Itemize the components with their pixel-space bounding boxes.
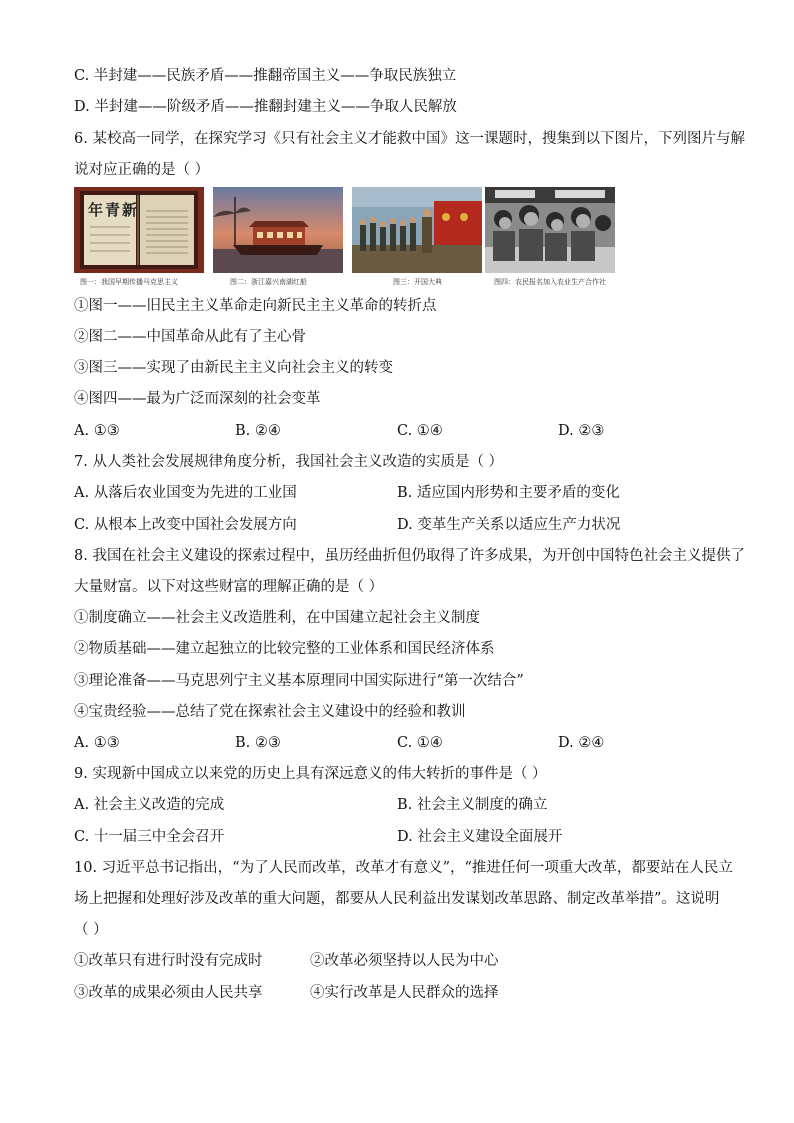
q7-option-c: C. 从根本上改变中国社会发展方向 <box>74 517 297 533</box>
q9-option-b: B. 社会主义制度的确立 <box>397 797 548 813</box>
q7-option-b: B. 适应国内形势和主要矛盾的变化 <box>397 485 620 501</box>
q8-stem-line2: 大量财富。以下对这些财富的理解正确的是（ ） <box>74 579 384 595</box>
q10-item-2: ②改革必须坚持以人民为中心 <box>310 953 499 969</box>
q9-option-a: A. 社会主义改造的完成 <box>74 797 225 813</box>
q10-stem-line3: （ ） <box>74 922 108 938</box>
figure-1-caption: 图一：我国早期传播马克思主义 <box>80 278 178 286</box>
q6-item-1: ①图一——旧民主主义革命走向新民主主义革命的转折点 <box>74 298 437 314</box>
q8-item-3: ③理论准备——马克思列宁主义基本原理同中国实际进行“第一次结合” <box>74 673 524 689</box>
q8-item-2: ②物质基础——建立起独立的比较完整的工业体系和国民经济体系 <box>74 641 495 657</box>
q9-option-d: D. 社会主义建设全面展开 <box>397 829 563 845</box>
figure-2-boat-image <box>213 187 343 273</box>
q6-item-4: ④图四——最为广泛而深刻的社会变革 <box>74 391 321 407</box>
q10-item-3: ③改革的成果必须由人民共享 <box>74 985 263 1001</box>
q8-option-a: A. ①③ <box>74 735 120 751</box>
q8-option-c: C. ①④ <box>397 735 443 751</box>
figure-3-ceremony-image <box>352 187 482 273</box>
q8-stem-line1: 8. 我国在社会主义建设的探索过程中，虽历经曲折但仍取得了许多成果，为开创中国特色社会主义提供了 <box>74 548 745 564</box>
q5-option-d: D. 半封建——阶级矛盾——推翻封建主义——争取人民解放 <box>74 99 457 115</box>
q10-item-1: ①改革只有进行时没有完成时 <box>74 953 263 969</box>
figure-4-caption: 图四：农民报名加入农业生产合作社 <box>494 278 606 286</box>
q10-stem-line1: 10. 习近平总书记指出，“为了人民而改革，改革才有意义”，“推进任何一项重大改革，都要站在人民立 <box>74 860 733 876</box>
q10-stem-line2: 场上把握和处理好涉及改革的重大问题，都要从人民利益出发谋划改革思路、制定改革举措”。这说明 <box>74 891 720 907</box>
q8-item-1: ①制度确立——社会主义改造胜利，在中国建立起社会主义制度 <box>74 610 480 626</box>
q6-option-b: B. ②④ <box>235 423 281 439</box>
figure-3-caption: 图三：开国大典 <box>393 278 442 286</box>
figure-1-book-title: 年青新 <box>88 201 140 219</box>
q7-option-a: A. 从落后农业国变为先进的工业国 <box>74 485 297 501</box>
q6-item-2: ②图二——中国革命从此有了主心骨 <box>74 329 306 345</box>
q7-option-d: D. 变革生产关系以适应生产力状况 <box>397 517 621 533</box>
q9-option-c: C. 十一届三中全会召开 <box>74 829 225 845</box>
q8-option-d: D. ②④ <box>558 735 605 751</box>
figure-4-peasants-image <box>485 187 615 273</box>
q6-option-d: D. ②③ <box>558 423 605 439</box>
q8-item-4: ④宝贵经验——总结了党在探索社会主义建设中的经验和教训 <box>74 704 466 720</box>
q6-option-a: A. ①③ <box>74 423 120 439</box>
q8-option-b: B. ②③ <box>235 735 281 751</box>
q10-item-4: ④实行改革是人民群众的选择 <box>310 985 499 1001</box>
q6-option-c: C. ①④ <box>397 423 443 439</box>
figure-1-book-image <box>74 187 204 273</box>
figure-2-caption: 图二：浙江嘉兴南湖红船 <box>230 278 307 286</box>
q6-stem-line1: 6. 某校高一同学，在探究学习《只有社会主义才能救中国》这一课题时，搜集到以下图片，下列图片与解 <box>74 131 745 147</box>
q6-item-3: ③图三——实现了由新民主主义向社会主义的转变 <box>74 360 393 376</box>
q9-stem: 9. 实现新中国成立以来党的历史上具有深远意义的伟大转折的事件是（ ） <box>74 766 547 782</box>
q6-stem-line2: 说对应正确的是（ ） <box>74 162 210 178</box>
q5-option-c: C. 半封建——民族矛盾——推翻帝国主义——争取民族独立 <box>74 68 457 84</box>
q7-stem: 7. 从人类社会发展规律角度分析，我国社会主义改造的实质是（ ） <box>74 454 504 470</box>
